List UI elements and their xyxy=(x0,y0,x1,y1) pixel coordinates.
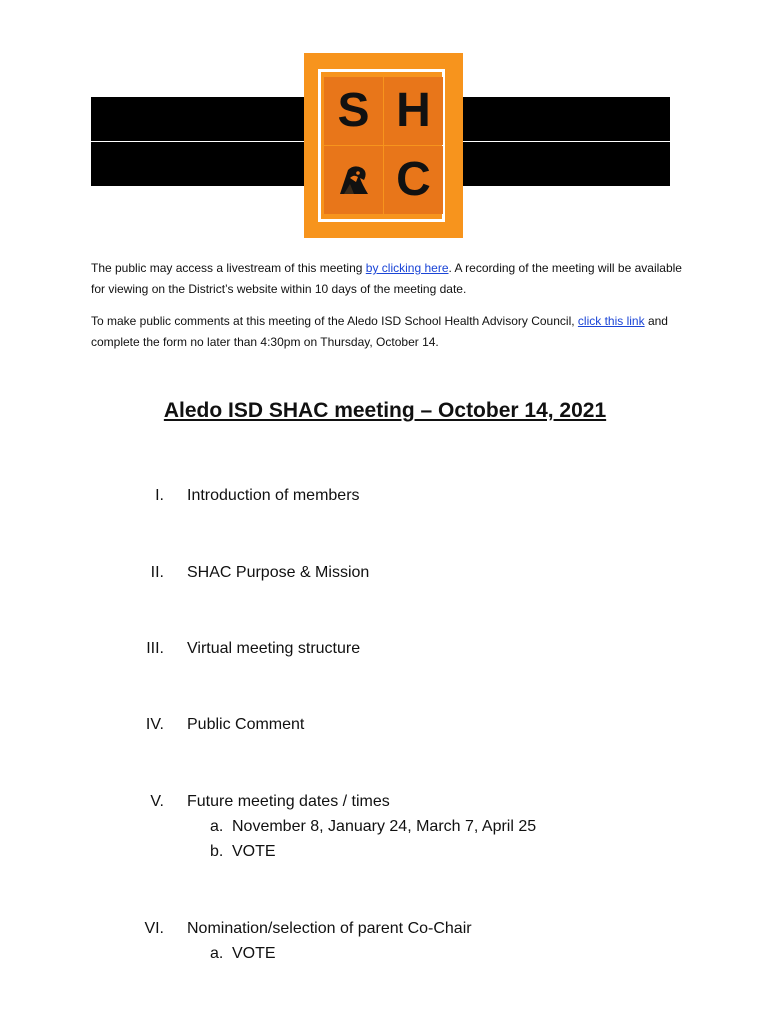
agenda-text: Introduction of members xyxy=(187,487,360,504)
page-title: Aledo ISD SHAC meeting – October 14, 2021 xyxy=(163,399,607,422)
subitem-text: VOTE xyxy=(232,843,276,860)
agenda-number: III. xyxy=(146,640,164,657)
logo-mascot-cell xyxy=(324,146,383,214)
logo-letter-h: H xyxy=(384,77,443,145)
agenda-text: Nomination/selection of parent Co-Chair xyxy=(187,920,472,937)
subitem-text: VOTE xyxy=(232,945,276,962)
agenda-text: Future meeting dates / times xyxy=(187,793,390,810)
agenda-number: I. xyxy=(155,487,164,504)
livestream-paragraph xyxy=(91,258,691,300)
agenda-text: SHAC Purpose & Mission xyxy=(187,564,370,581)
subitem-letter: b. xyxy=(210,843,224,860)
public-comment-link[interactable]: click this link xyxy=(577,314,645,328)
comments-text-after: and complete the form no later than 4:30pm on Thursday, October 14. xyxy=(91,314,668,349)
public-comment-paragraph xyxy=(91,311,691,353)
agenda-text: Virtual meeting structure xyxy=(187,640,361,657)
agenda-number: VI. xyxy=(144,920,164,937)
agenda-number: II. xyxy=(150,564,164,581)
logo-letter-s: S xyxy=(324,77,383,145)
subitem-letter: a. xyxy=(210,945,224,962)
eagle-mascot-icon xyxy=(334,160,374,200)
agenda-number: IV. xyxy=(145,716,164,733)
shac-logo xyxy=(304,53,463,238)
livestream-text-after: . A recording of the meeting will be available for viewing on the District’s website within 10 days of the meeting date. xyxy=(91,261,682,296)
comments-text-before: To make public comments at this meeting of the Aledo ISD School Health Advisory Council, xyxy=(91,314,578,328)
livestream-text-before: The public may access a livestream of this meeting xyxy=(91,261,366,275)
logo-letter-c: C xyxy=(384,146,443,214)
agenda-text: Public Comment xyxy=(187,716,305,733)
subitem-letter: a. xyxy=(210,818,224,835)
livestream-link[interactable]: by clicking here xyxy=(365,261,449,275)
logo-grid xyxy=(324,77,443,214)
subitem-text: November 8, January 24, March 7, April 25 xyxy=(232,818,537,835)
agenda-number: V. xyxy=(150,793,164,810)
